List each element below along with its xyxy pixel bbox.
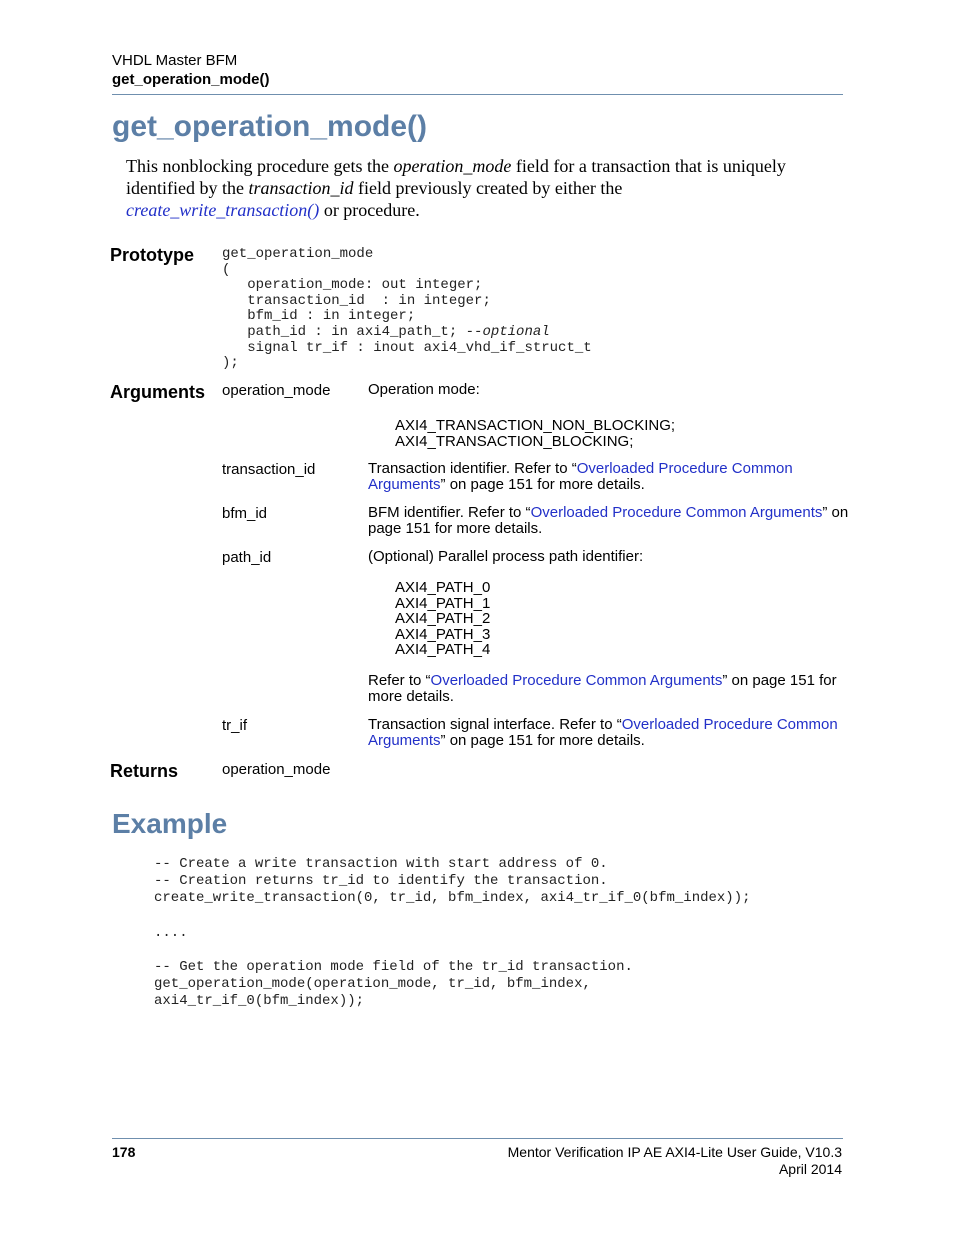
create-write-transaction-link[interactable]: create_write_transaction()	[126, 200, 320, 220]
arg-desc-path-id-refer	[368, 673, 858, 705]
overloaded-args-link[interactable]: Overloaded Procedure Common Arguments	[368, 716, 838, 749]
arg-name-transaction-id: transaction_id	[222, 461, 316, 478]
arg-desc-text: ” on page 151 for more details.	[368, 672, 837, 705]
path-id-value: AXI4_PATH_0	[395, 579, 491, 596]
arg-desc-text: ” on page 151 for more details.	[368, 504, 849, 537]
arg-desc-text: Transaction identifier. Refer to “	[368, 460, 577, 477]
prototype-code-tail: signal tr_if : inout axi4_vhd_if_struct_t );	[222, 339, 592, 372]
arg-name-bfm-id: bfm_id	[222, 505, 268, 522]
arg-desc-operation-mode: Operation mode:	[368, 381, 480, 398]
intro-text-1: This nonblocking procedure gets the	[126, 156, 394, 176]
path-id-values	[395, 580, 490, 658]
example-title: Example	[112, 808, 228, 839]
arguments-label: Arguments	[110, 382, 206, 402]
running-header-section: VHDL Master BFM	[112, 52, 238, 69]
arg-desc-text: BFM identifier. Refer to “	[368, 504, 531, 521]
intro-text-3: field previously created by either the	[353, 178, 623, 198]
arg-desc-text: ” on page 151 for more details.	[440, 732, 645, 749]
arg-desc-path-id: (Optional) Parallel process path identifier:	[368, 548, 644, 565]
intro-paragraph	[126, 155, 836, 221]
footer-rule	[112, 1138, 843, 1139]
arg-desc-transaction-id	[368, 461, 858, 493]
intro-text-2: field for a transaction that is uniquely identified by the	[126, 156, 786, 198]
header-rule	[112, 94, 843, 95]
page-title: get_operation_mode()	[112, 110, 428, 143]
running-header-procedure: get_operation_mode()	[112, 71, 270, 88]
intro-text-4: or procedure.	[319, 200, 420, 220]
arg-desc-bfm-id	[368, 505, 858, 537]
arg-name-tr-if: tr_if	[222, 717, 248, 734]
footer-date: April 2014	[778, 1161, 842, 1177]
intro-field-operation-mode: operation_mode	[393, 156, 512, 176]
operation-mode-value: AXI4_TRANSACTION_BLOCKING;	[395, 432, 634, 450]
prototype-code-comment: --optional	[465, 323, 550, 340]
overloaded-args-link[interactable]: Overloaded Procedure Common Arguments	[368, 460, 793, 493]
arg-name-path-id: path_id	[222, 549, 272, 566]
example-code-3: -- Get the operation mode field of the tr_id transaction. get_operation_mode(operation_mode, tr_id, bfm_index, axi4_tr_if_0(bfm_index));	[154, 959, 633, 1010]
footer-info	[508, 1144, 842, 1178]
arg-desc-text: Transaction signal interface. Refer to “	[368, 716, 622, 733]
arg-desc-text: ” on page 151 for more details.	[440, 476, 645, 493]
example-code-2: ....	[154, 925, 188, 941]
arg-desc-text: Refer to “	[368, 672, 431, 689]
footer-guide-title: Mentor Verification IP AE AXI4-Lite User Guide, V10.3	[507, 1144, 842, 1160]
path-id-value: AXI4_PATH_3	[395, 625, 491, 643]
path-id-value: AXI4_PATH_2	[395, 610, 491, 627]
overloaded-args-link[interactable]: Overloaded Procedure Common Arguments	[430, 672, 723, 689]
page-number: 178	[112, 1144, 136, 1160]
overloaded-args-link[interactable]: Overloaded Procedure Common Arguments	[530, 504, 823, 521]
prototype-code	[222, 247, 592, 372]
example-code-1: -- Create a write transaction with start address of 0. -- Creation returns tr_id to identify the transaction. create_write_transaction(0, tr_id, bfm_index, axi4_tr_if_0(bfm_index));	[154, 856, 751, 907]
path-id-value: AXI4_PATH_1	[395, 594, 491, 612]
intro-field-transaction-id: transaction_id	[248, 178, 354, 198]
operation-mode-value: AXI4_TRANSACTION_NON_BLOCKING;	[395, 417, 676, 434]
returns-value: operation_mode	[222, 761, 331, 778]
arg-name-operation-mode: operation_mode	[222, 382, 331, 399]
returns-label: Returns	[110, 761, 179, 781]
operation-mode-values	[395, 418, 675, 449]
path-id-value: AXI4_PATH_4	[395, 641, 491, 658]
arg-desc-tr-if	[368, 717, 858, 749]
prototype-code-main: get_operation_mode ( operation_mode: out integer; transaction_id : in integer; bfm_id : in integer; path_id : in axi4_path_t;	[222, 246, 491, 340]
prototype-label: Prototype	[110, 245, 195, 265]
